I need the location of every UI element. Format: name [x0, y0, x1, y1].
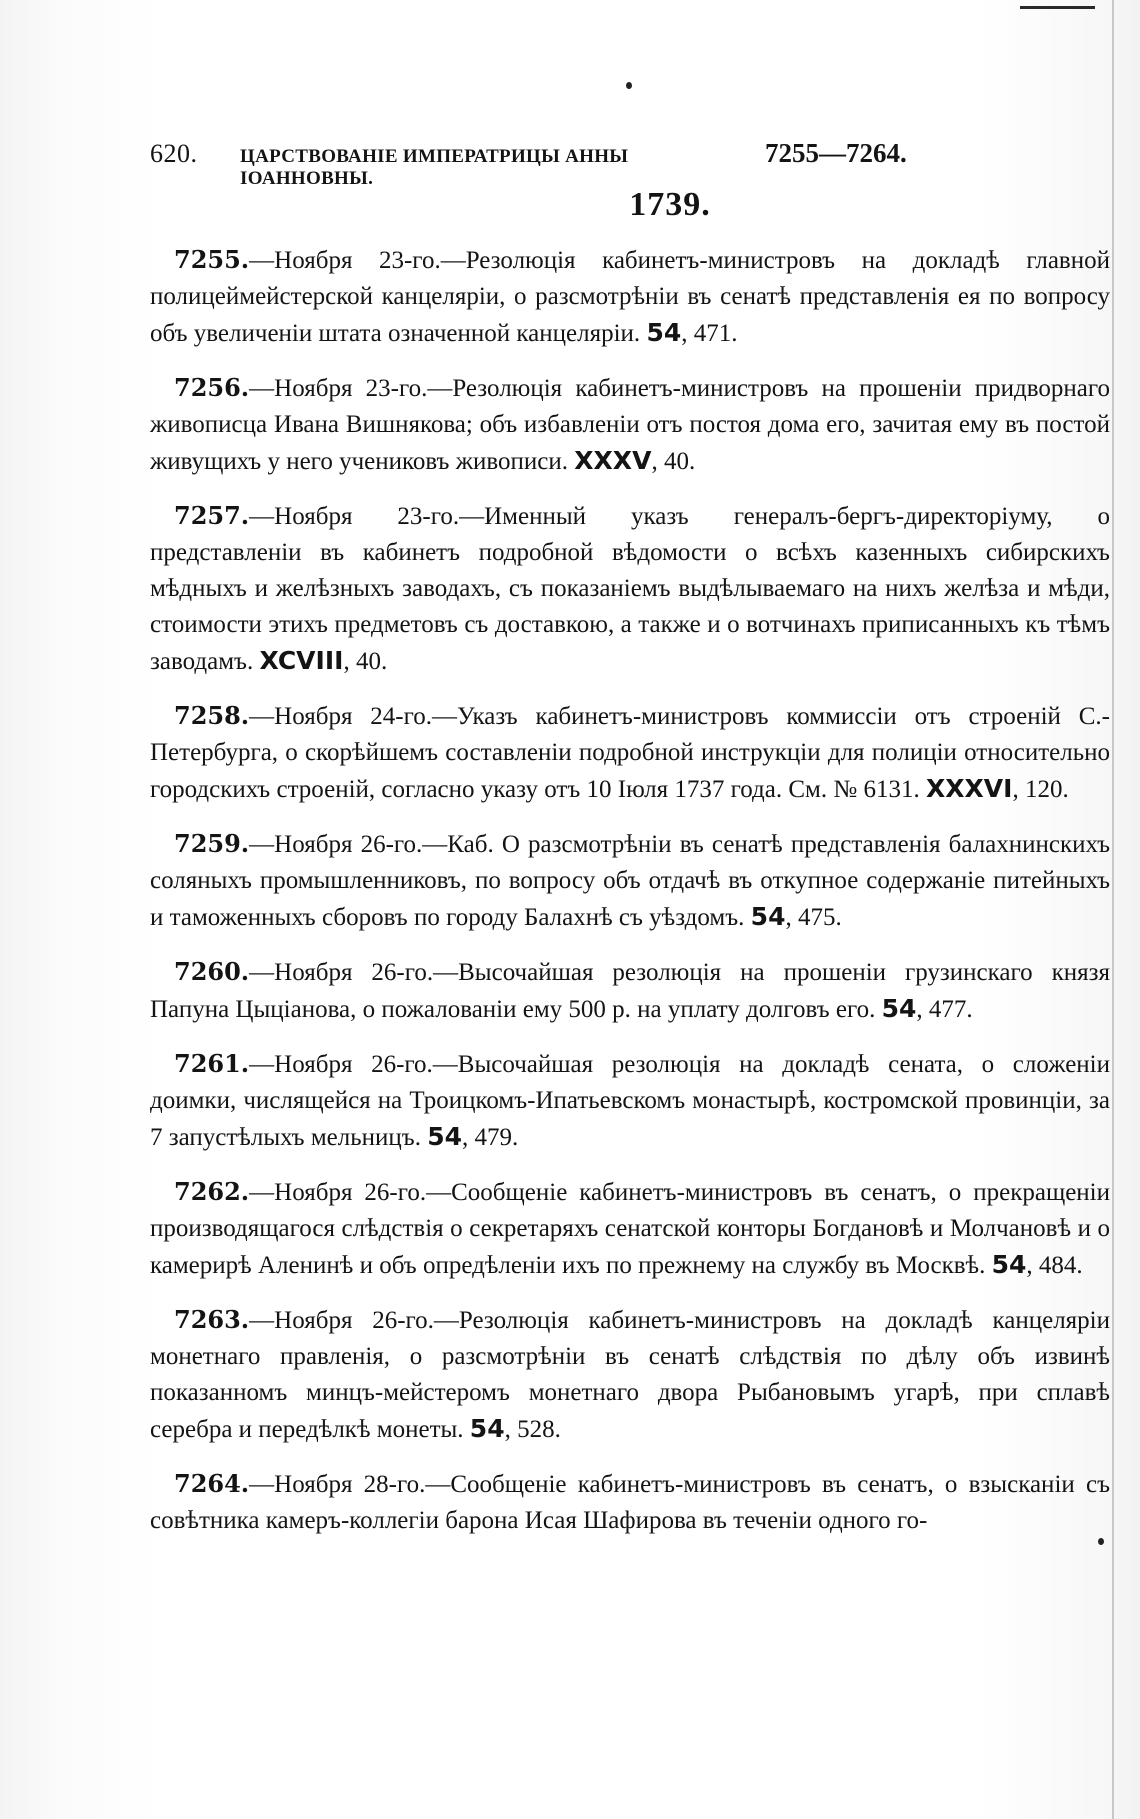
entry-text: —Ноября 23-го.—Резолюція кабинетъ-министровъ на докладѣ главной полицеймейстерской канцеляріи, о разсмотрѣніи въ сенатѣ представленія ея по вопросу объ увеличеніи штата означенной канцеляріи.: [150, 247, 1110, 347]
entry: [150, 370, 1110, 480]
running-title: ЦАРСТВОВАНІЕ ИМПЕРАТРИЦЫ АННЫ ІОАННОВНЫ.: [240, 146, 629, 189]
entry-volume-ref: 54: [427, 1122, 463, 1151]
entry-text: —Ноября 26-го.—Высочайшая резолюція на прошеніи грузинскаго князя Папуна Цыціанова, о пожалованіи ему 500 р. на уплату долговъ его.: [150, 959, 1110, 1023]
entry: [150, 1466, 1110, 1539]
entry-number: 7256.: [174, 373, 250, 402]
entry-page-ref: , 475.: [785, 904, 842, 931]
page-edge-line: [1112, 0, 1114, 1819]
entry: [150, 1174, 1110, 1284]
entry-page-ref: , 484.: [1026, 1252, 1083, 1279]
entry-volume-ref: 54: [646, 318, 682, 347]
year-heading: 1739.: [629, 186, 711, 223]
entry-range: 7255—7264.: [765, 138, 907, 168]
speck: [626, 82, 632, 89]
entry-text: —Ноября 23-го.—Именный указъ генералъ-бергъ-директоріуму, о представленіи въ кабинетъ подробной вѣдомости о всѣхъ казенныхъ сибирскихъ мѣдныхъ и желѣзныхъ заводахъ, съ показаніемъ выдѣлываемаго на нихъ желѣза и мѣди, стоимости этихъ предметовъ съ доставкою, а также и о вотчинахъ приписанныхъ къ тѣмъ заводамъ.: [150, 503, 1110, 675]
entry: [150, 698, 1110, 808]
entry-number: 7258.: [174, 701, 250, 730]
entry-volume-ref: XXXVI: [925, 774, 1013, 803]
entry-text: —Ноября 28-го.—Сообщеніе кабинетъ-министровъ въ сенатъ, о взысканіи съ совѣтника камеръ-коллегіи барона Исая Шафирова въ теченіи одного го-: [150, 1471, 1110, 1534]
entry-text: —Ноября 26-го.—Резолюція кабинетъ-министровъ на докладѣ канцеляріи монетнаго правленія, о разсмотрѣніи въ сенатѣ слѣдствія по дѣлу объ извинѣ показанномъ минцъ-мейстеромъ монетнаго двора Рыбановымъ угарѣ, при сплавѣ серебра и передѣлкѣ монеты.: [150, 1307, 1110, 1443]
entry-volume-ref: XXXV: [574, 446, 652, 475]
entry-text: —Ноября 26-го.—Каб. О разсмотрѣніи въ сенатѣ представленія балахнинскихъ соляныхъ промышленниковъ, по вопросу объ отдачѣ въ откупное содержаніе питейныхъ и таможенныхъ сборовъ по городу Балахнѣ съ уѣздомъ.: [150, 831, 1110, 931]
entry: [150, 242, 1110, 352]
running-head: [150, 138, 1110, 189]
entry: [150, 1302, 1110, 1448]
entry-text: —Ноября 23-го.—Резолюція кабинетъ-министровъ на прошеніи придворнаго живописца Ивана Вишнякова; объ избавленіи отъ постоя дома его, зачитая ему въ постой живущихъ у него учениковъ живописи.: [150, 375, 1110, 475]
entry: [150, 1046, 1110, 1156]
entry-number: 7264.: [174, 1469, 250, 1498]
page-number: 620.: [150, 139, 198, 168]
entry-page-ref: , 120.: [1012, 776, 1069, 803]
entry-text: —Ноября 26-го.—Сообщеніе кабинетъ-министровъ въ сенатъ, о прекращеніи производящагося слѣдствія о секретаряхъ сенатской конторы Богдановѣ и Молчановѣ и о камерирѣ Аленинѣ и объ опредѣленіи ихъ по прежнему на службу въ Москвѣ.: [150, 1179, 1110, 1279]
entry-number: 7260.: [174, 957, 250, 986]
book-page: [150, 138, 1110, 1557]
entries-list: [150, 242, 1110, 1539]
entry-volume-ref: 54: [991, 1250, 1027, 1279]
entry-page-ref: , 471.: [681, 320, 738, 347]
top-edge-mark: [1020, 6, 1095, 9]
entry-number: 7263.: [174, 1305, 250, 1334]
entry-page-ref: , 477.: [916, 996, 973, 1023]
entry-text: —Ноября 26-го.—Высочайшая резолюція на докладѣ сената, о сложеніи доимки, числящейся на Троицкомъ-Ипатьевскомъ монастырѣ, костромской провинціи, за 7 запустѣлыхъ мельницъ.: [150, 1051, 1110, 1151]
entry: [150, 826, 1110, 936]
entry-page-ref: , 528.: [504, 1416, 561, 1443]
entry-volume-ref: 54: [469, 1414, 505, 1443]
entry-volume-ref: XCVIII: [259, 646, 344, 675]
entry-page-ref: , 40.: [651, 448, 696, 475]
entry-number: 7261.: [174, 1049, 250, 1078]
entry-page-ref: , 40.: [343, 648, 388, 675]
entry: [150, 954, 1110, 1028]
entry: [150, 498, 1110, 680]
entry-number: 7257.: [174, 501, 250, 530]
entry-page-ref: , 479.: [462, 1124, 519, 1151]
entry-number: 7262.: [174, 1177, 250, 1206]
entry-number: 7259.: [174, 829, 250, 858]
entry-volume-ref: 54: [750, 902, 786, 931]
entry-number: 7255.: [174, 245, 250, 274]
entry-text: —Ноября 24-го.—Указъ кабинетъ-министровъ коммиссіи отъ строеній С.-Петербурга, о скорѣйшемъ составленіи подробной инструкціи для полиціи относительно городскихъ строеній, согласно указу отъ 10 Іюля 1737 года. См. № 6131.: [150, 703, 1110, 803]
entry-volume-ref: 54: [881, 994, 917, 1023]
